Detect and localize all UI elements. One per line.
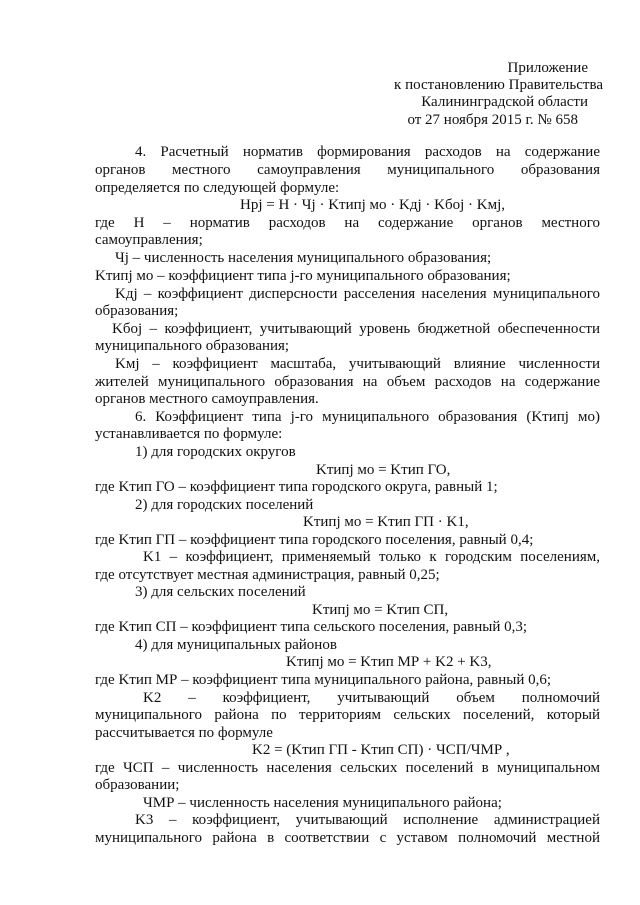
item-4-municipal-districts: 4) для муниципальных районов: [135, 637, 337, 653]
formula-mr: Kтипj мо = Kтип МР + K2 + K3,: [286, 654, 492, 670]
def-gp: где Kтип ГП – коэффициент типа городского поселения, равный 0,4;: [95, 532, 534, 548]
resolution-ref: к постановлению Правительства: [394, 77, 603, 93]
government-name: Калининградской области: [421, 94, 588, 110]
def-km-line2: жителей муниципального образования на объем расходов на содержание: [95, 374, 600, 390]
p6-line1: 6. Коэффициент типа j-го муниципального образования (Kтипj мо): [135, 409, 600, 425]
def-k2-line3: рассчитывается по формуле: [95, 725, 273, 741]
def-chsp-line2: образовании;: [95, 777, 180, 793]
def-chsp-line1: где ЧСП – численность населения сельских поселений в муниципальном: [95, 760, 600, 776]
def-sp: где Kтип СП – коэффициент типа сельского поселения, равный 0,3;: [95, 619, 528, 635]
def-km-line1: Kмj – коэффициент масштаба, учитывающий влияние численности: [115, 356, 600, 372]
def-kd-line2: образования;: [95, 303, 179, 319]
formula-go: Kтипj мо = Kтип ГО,: [316, 462, 451, 478]
formula-gp: Kтипj мо = Kтип ГП · K1,: [303, 514, 469, 530]
appendix-title: Приложение: [507, 60, 588, 76]
item-3-rural-settlements: 3) для сельских поселений: [135, 584, 306, 600]
def-mr: где Kтип МР – коэффициент типа муниципального района, равный 0,6;: [95, 672, 552, 688]
p4-line1: 4. Расчетный норматив формирования расходов на содержание: [135, 144, 600, 160]
def-h-line1: где Н – норматив расходов на содержание органов местного: [95, 215, 600, 231]
def-k2-line2: муниципального района по территориям сельских поселений, который: [95, 707, 600, 723]
def-k1-line1: K1 – коэффициент, применяемый только к городским поселениям,: [143, 549, 600, 565]
def-kbo-line2: муниципального образования;: [95, 338, 290, 354]
def-ktip: Kтипj мо – коэффициент типа j-го муниципального образования;: [95, 268, 511, 284]
formula-sp: Kтипj мо = Kтип СП,: [312, 602, 449, 618]
formula-k2: K2 = (Kтип ГП - Kтип СП) · ЧСП/ЧМР ,: [252, 742, 510, 758]
def-h-line2: самоуправления;: [95, 232, 203, 248]
def-chmr: ЧМР – численность населения муниципального района;: [143, 795, 502, 811]
formula-main-text: Hpj = H · Чj · Kтипj мо · Kдj · Kбoj · Kмj,: [240, 197, 506, 213]
item-1-urban-districts: 1) для городских округов: [135, 444, 296, 460]
def-ch: Чj – численность населения муниципального образования;: [115, 250, 492, 266]
p6-line2: устанавливается по формуле:: [95, 426, 283, 442]
def-k3-line1: K3 – коэффициент, учитывающий исполнение администрацией: [135, 812, 600, 828]
def-k3-line2: муниципального района в соответствии с уставом полномочий местной: [95, 830, 600, 846]
p4-line2: органов местного самоуправления муниципального образования: [95, 162, 600, 178]
def-k1-line2: где отсутствует местная администрация, равный 0,25;: [95, 567, 440, 583]
def-go: где Kтип ГО – коэффициент типа городского округа, равный 1;: [95, 479, 498, 495]
def-k2-line1: K2 – коэффициент, учитывающий объем полномочий: [143, 690, 600, 706]
resolution-date-number: от 27 ноября 2015 г. № 658: [407, 112, 578, 128]
item-2-urban-settlements: 2) для городских поселений: [135, 497, 314, 513]
formula-main: [240, 197, 505, 214]
def-km-line3: органов местного самоуправления.: [95, 391, 319, 407]
p4-line3: определяется по следующей формуле:: [95, 180, 340, 196]
def-kd-line1: Kдj – коэффициент дисперсности расселения населения муниципального: [115, 286, 600, 302]
def-kbo-line1: Kбoj – коэффициент, учитывающий уровень бюджетной обеспеченности: [112, 321, 600, 337]
